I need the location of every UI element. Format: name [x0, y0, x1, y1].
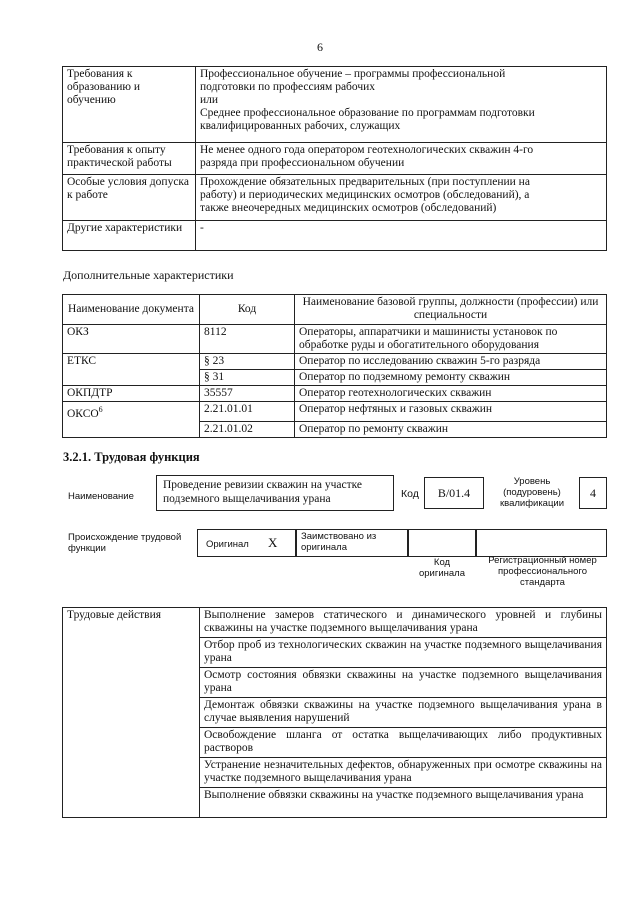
- table-row: [63, 143, 607, 175]
- level-box: 4: [579, 477, 607, 509]
- reg-number-label: Регистрационный номер профессионального стандарта: [488, 555, 597, 588]
- code-cell: 2.21.01.02: [200, 422, 295, 438]
- column-header: Код: [200, 295, 295, 325]
- code-cell: § 23: [200, 354, 295, 370]
- code-cell: 35557: [200, 386, 295, 402]
- doc-cell: [63, 422, 200, 438]
- requirement-value: Прохождение обязательных предварительных (при поступлении на работу) и периодических медицинских осмотров (обследований), а также внеочередных медицинских осмотров (обследований): [196, 175, 607, 221]
- actions-label: Трудовые действия: [63, 608, 200, 638]
- name-cell: Оператор нефтяных и газовых скважин: [295, 402, 607, 422]
- requirement-label: Требования к образованию и обучению: [63, 67, 196, 143]
- footnote-mark: 6: [98, 405, 103, 414]
- doc-cell: [63, 370, 200, 386]
- requirement-label: Требования к опыту практической работы: [63, 143, 196, 175]
- code-label: Код: [401, 488, 419, 500]
- table-row: [63, 221, 607, 251]
- requirement-value: Профессиональное обучение – программы профессиональной подготовки по профессиям рабочих или Среднее профессиональное образование по программам подготовки квалифицированных рабочих, служащих: [196, 67, 607, 143]
- requirement-label: Другие характеристики: [63, 221, 196, 251]
- doc-cell: ОКСО$^6$: [63, 402, 200, 422]
- original-label: Оригинал: [206, 539, 249, 550]
- doc-cell: ОКЗ: [63, 325, 200, 354]
- table-row: [63, 668, 607, 698]
- name-cell: Оператор по подземному ремонту скважин: [295, 370, 607, 386]
- page-number: 6: [317, 40, 323, 54]
- table-row: [63, 325, 607, 354]
- table-row: [63, 354, 607, 370]
- table-row: [63, 698, 607, 728]
- action-item: Отбор проб из технологических скважин на участке подземного выщелачивания урана: [200, 638, 607, 668]
- reg-number-cell: [476, 529, 607, 557]
- action-item: Осмотр состояния обвязки скважины на участке подземного выщелачивания урана: [200, 668, 607, 698]
- section-heading: Дополнительные характеристики: [63, 268, 234, 282]
- table-row: [63, 728, 607, 758]
- requirement-label: Особые условия допуска к работе: [63, 175, 196, 221]
- table-row: [63, 402, 607, 422]
- name-cell: Оператор по ремонту скважин: [295, 422, 607, 438]
- column-header: Наименование документа: [63, 295, 200, 325]
- action-item: Устранение незначительных дефектов, обнаруженных при осмотре скважины на участке подземного выщелачивания урана: [200, 758, 607, 788]
- table-row: [63, 638, 607, 668]
- name-cell: Оператор по исследованию скважин 5-го разряда: [295, 354, 607, 370]
- table-row: [63, 608, 607, 638]
- code-cell: 8112: [200, 325, 295, 354]
- code-original-label: Код оригинала: [418, 557, 465, 579]
- action-item: Выполнение замеров статического и динамического уровней и глубины скважины на участке подземного выщелачивания урана: [200, 608, 607, 638]
- borrowed-cell: Заимствовано из оригинала: [296, 529, 408, 557]
- requirements-table: [62, 66, 607, 251]
- table-row: [63, 386, 607, 402]
- table-row: [63, 175, 607, 221]
- level-label: Уровень (подуровень) квалификации: [499, 476, 565, 509]
- requirement-value: -: [196, 221, 607, 251]
- function-heading: 3.2.1. Трудовая функция: [63, 450, 200, 464]
- table-row: [63, 67, 607, 143]
- doc-cell: ЕТКС: [63, 354, 200, 370]
- action-item: Демонтаж обвязки скважины на участке подземного выщелачивания урана в случае выявления нарушений: [200, 698, 607, 728]
- table-row: [63, 758, 607, 788]
- original-cell: [197, 529, 296, 557]
- name-label: Наименование: [68, 491, 134, 502]
- table-row: [63, 370, 607, 386]
- name-cell: Операторы, аппаратчики и машинисты установок по обработке руды и обогатительного оборудования: [295, 325, 607, 354]
- action-item: Освобождение шланга от остатка выщелачивающих либо продуктивных растворов: [200, 728, 607, 758]
- actions-table: [62, 607, 607, 818]
- name-cell: Оператор геотехнологических скважин: [295, 386, 607, 402]
- table-row: [63, 422, 607, 438]
- code-original-cell: [408, 529, 476, 557]
- original-mark: X: [268, 535, 278, 550]
- code-cell: § 31: [200, 370, 295, 386]
- requirement-value: Не менее одного года оператором геотехнологических скважин 4-го разряда при профессиональном обучении: [196, 143, 607, 175]
- doc-cell: ОКПДТР: [63, 386, 200, 402]
- function-name-box: Проведение ревизии скважин на участке подземного выщелачивания урана: [156, 475, 394, 511]
- column-header: Наименование базовой группы, должности (профессии) или специальности: [295, 295, 607, 325]
- action-item: Выполнение обвязки скважины на участке подземного выщелачивания урана: [200, 788, 607, 818]
- code-cell: 2.21.01.01: [200, 402, 295, 422]
- table-row: [63, 788, 607, 818]
- code-box: B/01.4: [424, 477, 484, 509]
- table-row: [63, 295, 607, 325]
- origin-label: Происхождение трудовой функции: [68, 532, 182, 554]
- additional-table: [62, 294, 607, 438]
